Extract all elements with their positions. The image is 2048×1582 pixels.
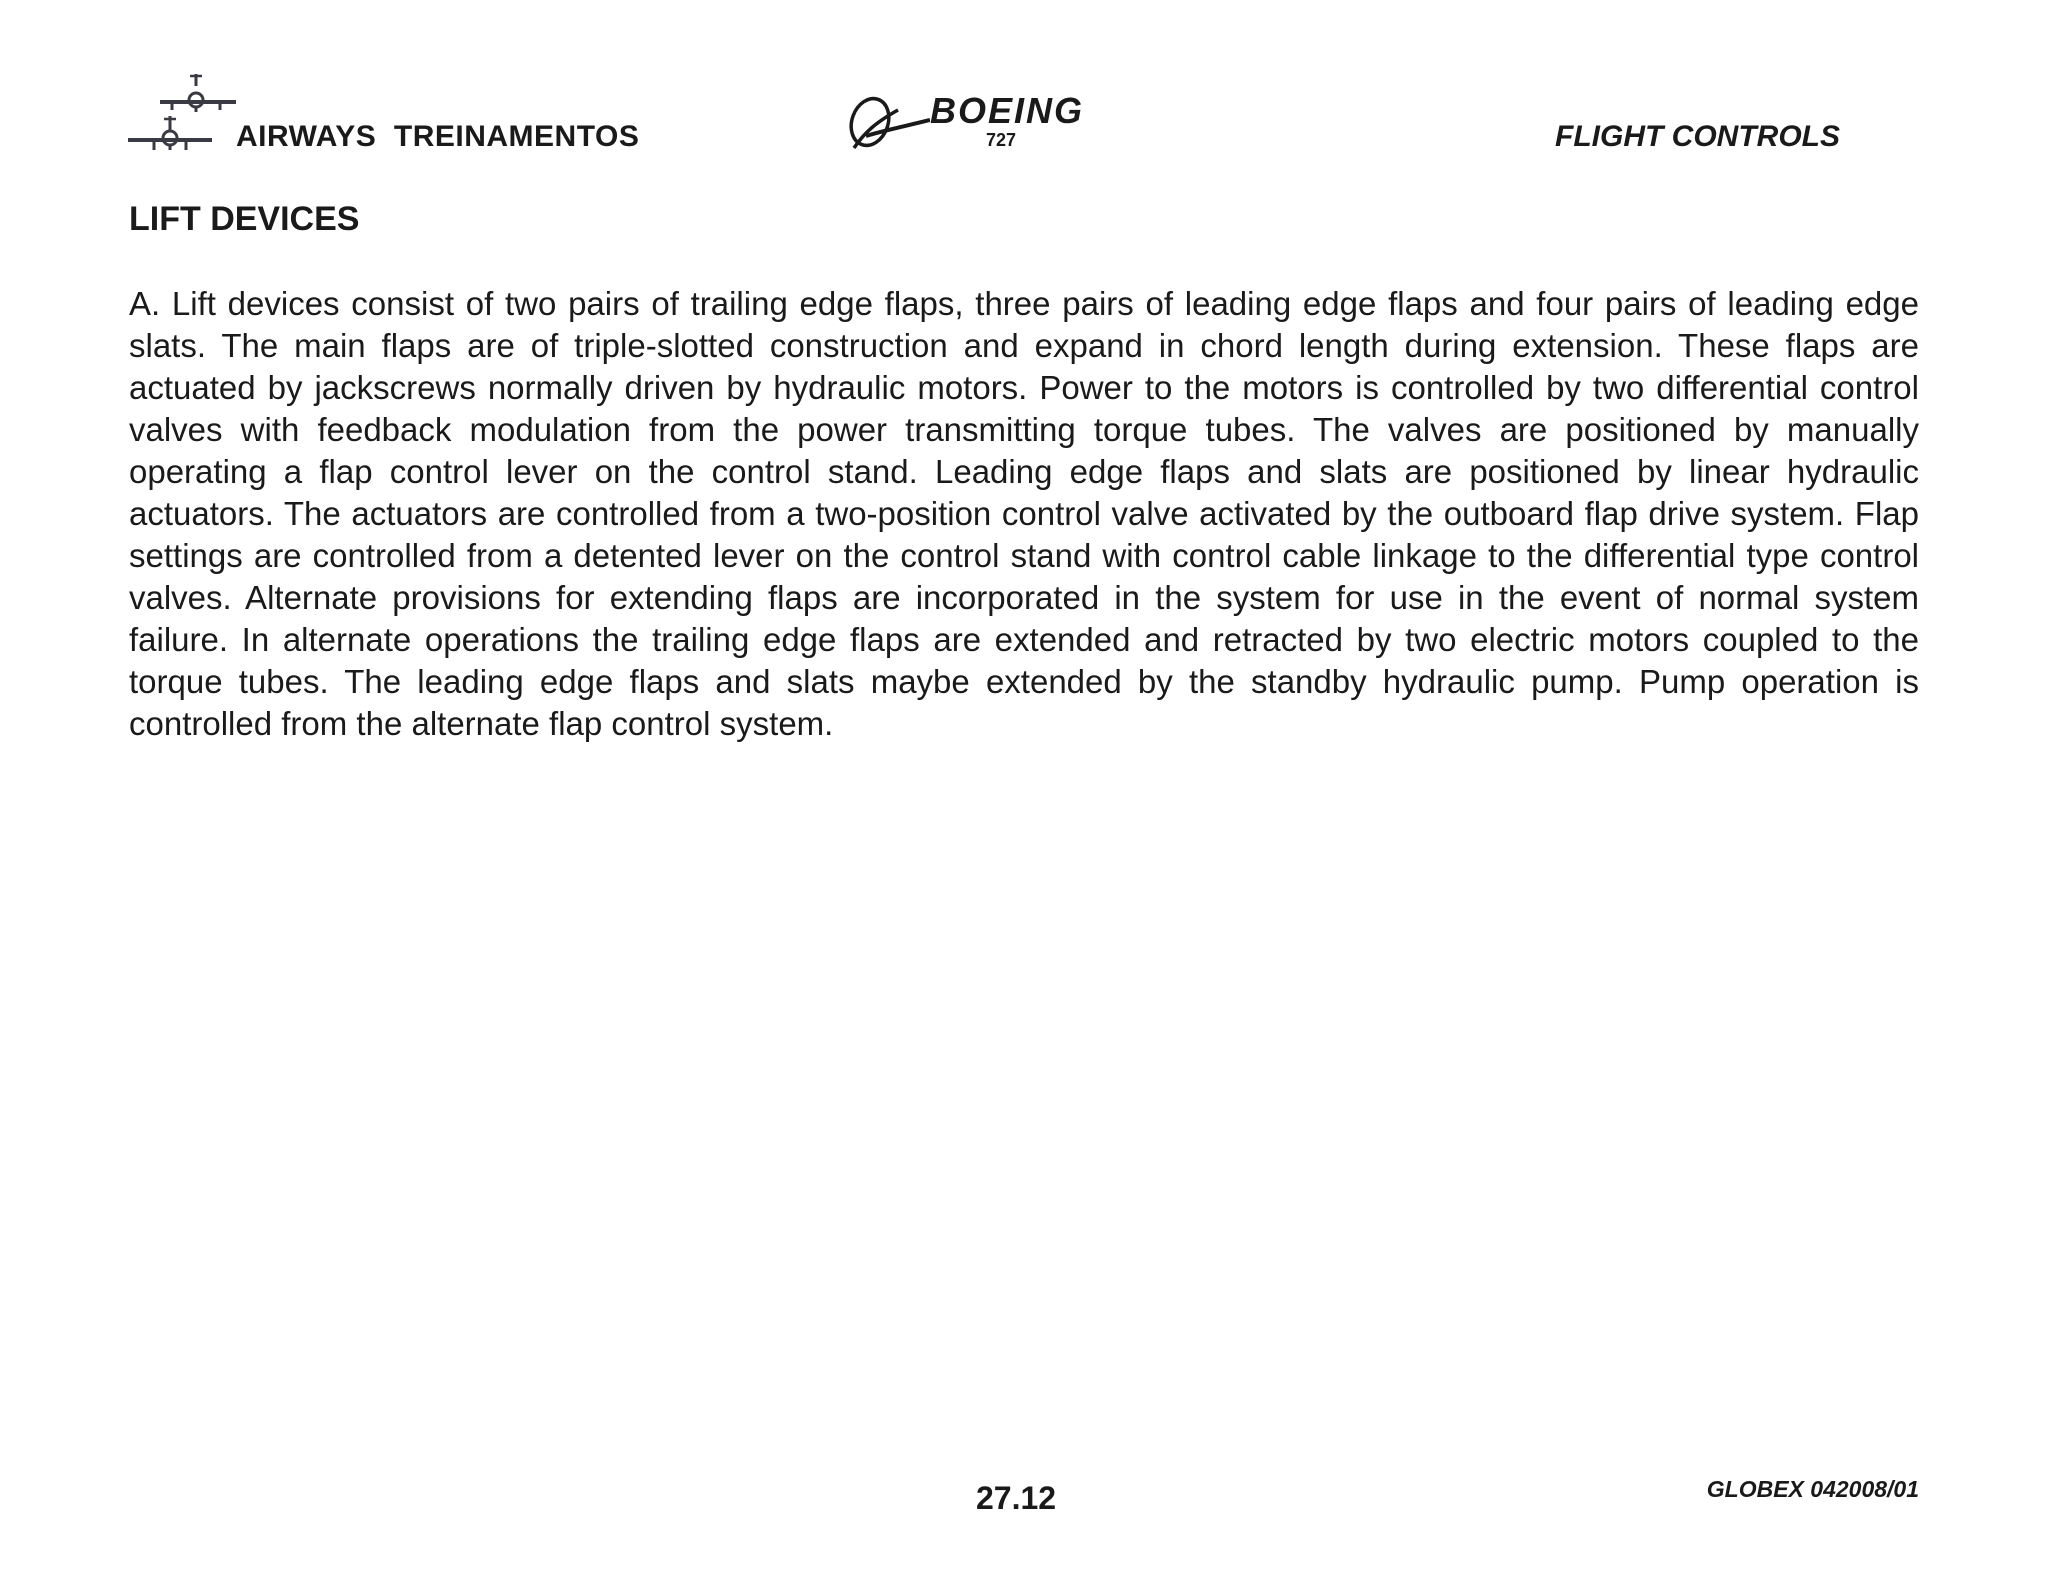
- company-name: AIRWAYS TREINAMENTOS: [236, 120, 640, 153]
- page-number: 27.12: [976, 1480, 1057, 1516]
- page-heading: LIFT DEVICES: [129, 200, 360, 238]
- boeing-logo: [840, 86, 1110, 156]
- body-paragraph: A. Lift devices consist of two pairs of trailing edge flaps, three pairs of leading edge flaps and four pairs of leading edge slats. The main flaps are of triple-slotted construction and expand in chord length during extension. These flaps are actuated by jackscrews normally driven by hydraulic motors. Power to the motors is controlled by two differential control valves with feedback modulation from the power transmitting torque tubes. The valves are positioned by manually operating a flap control lever on the control stand. Leading edge flaps and slats are positioned by linear hydraulic actuators. The actuators are controlled from a two-position control valve activated by the outboard flap drive system. Flap settings are controlled from a detented lever on the control stand with control cable linkage to the differential type control valves. Alternate provisions for extending flaps are incorporated in the system for use in the event of normal system failure. In alternate operations the trailing edge flaps are extended and retracted by two electric motors coupled to the torque tubes. The leading edge flaps and slats maybe extended by the standby hydraulic pump. Pump operation is controlled from the alternate flap control system.: [129, 285, 1919, 742]
- boeing-symbol-icon: [840, 86, 930, 156]
- boeing-wordmark: BOEING: [930, 90, 1085, 131]
- section-title: FLIGHT CONTROLS: [1555, 120, 1840, 153]
- document-code: GLOBEX 042008/01: [1706, 1476, 1919, 1502]
- aircraft-model: 727: [986, 130, 1017, 150]
- airplane-icon: [128, 70, 236, 152]
